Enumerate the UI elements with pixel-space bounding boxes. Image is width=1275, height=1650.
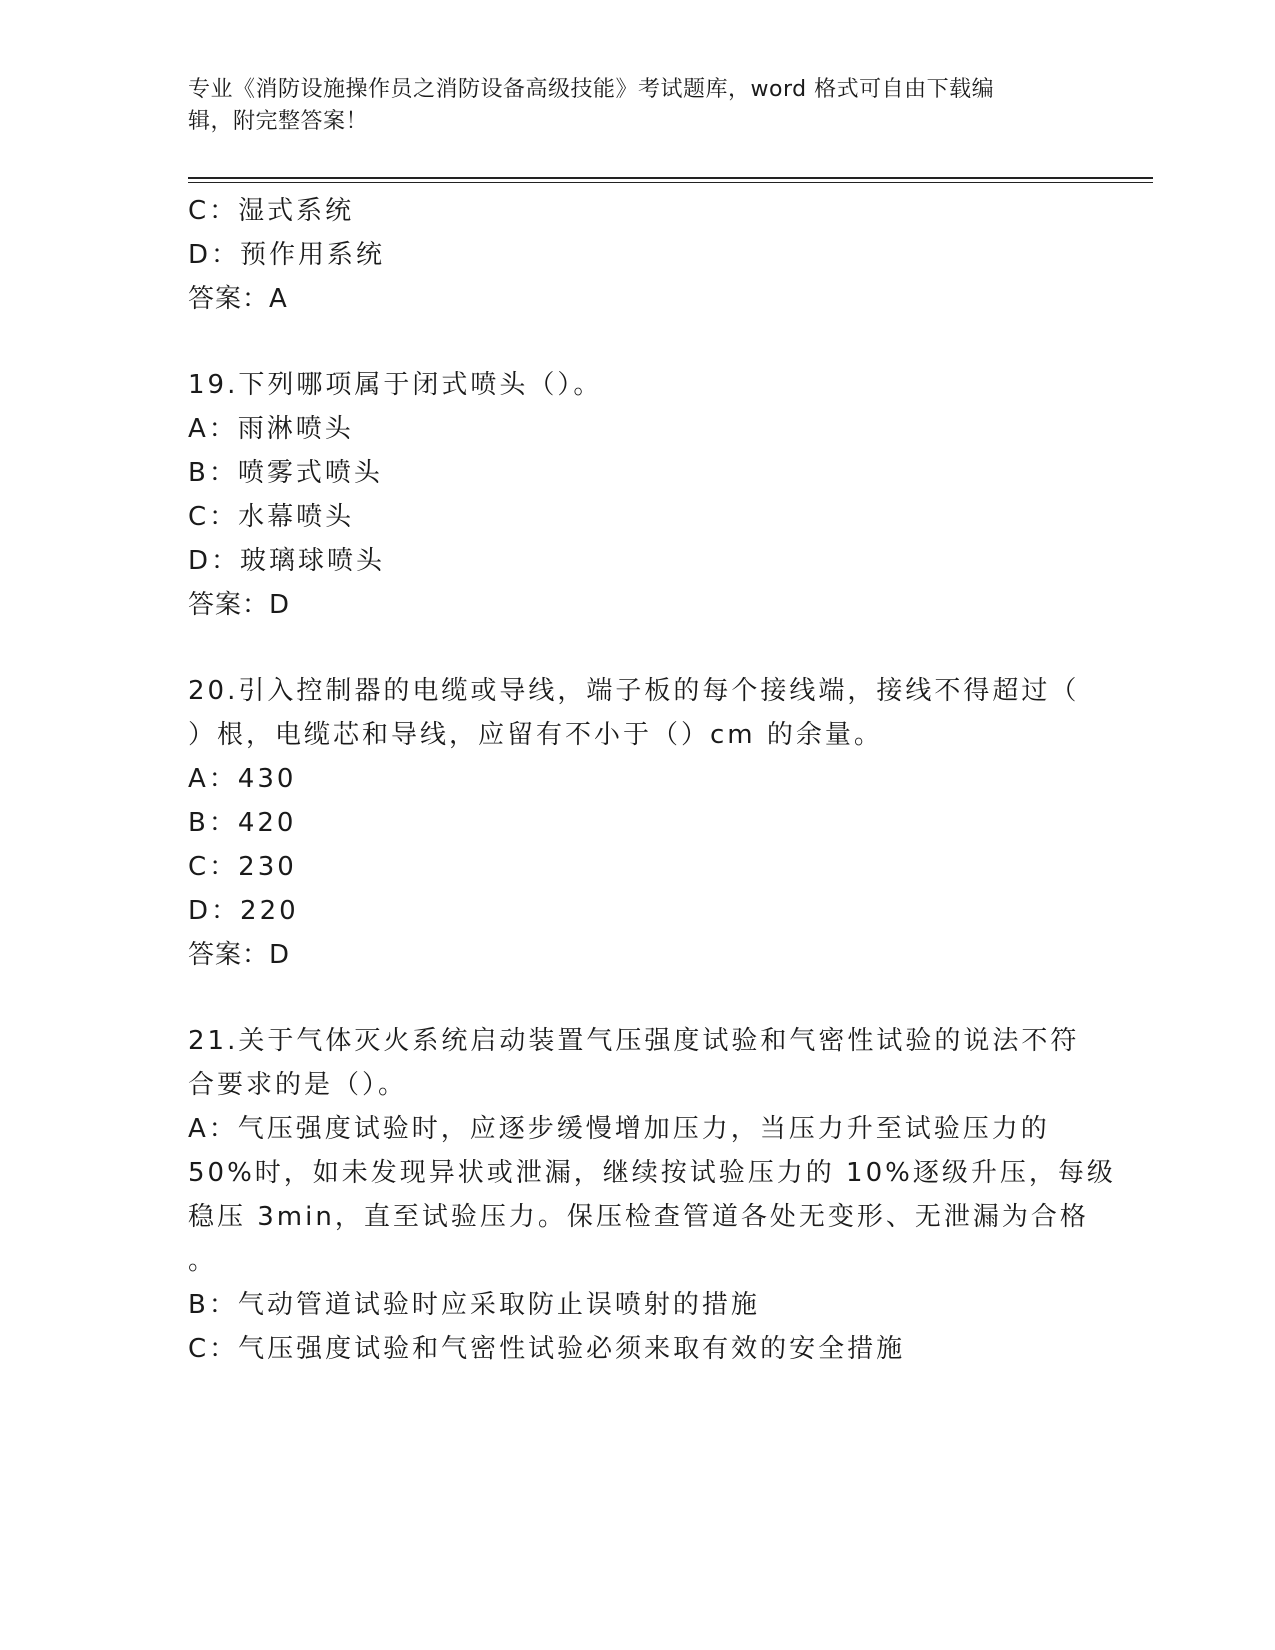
q19-option-a: A：雨淋喷头: [188, 414, 354, 444]
q20-option-d: D：220: [188, 896, 299, 926]
header-rule-thick: [188, 177, 1153, 179]
q21-option-c: C：气压强度试验和气密性试验必须来取有效的安全措施: [188, 1334, 906, 1364]
header-line-2: 辑，附完整答案！: [188, 109, 369, 134]
q19-option-d: D：玻璃球喷头: [188, 546, 386, 576]
q20-stem-line-1: 20.引入控制器的电缆或导线，端子板的每个接线端，接线不得超过（: [188, 676, 1080, 706]
q20-answer: 答案：D: [188, 940, 291, 970]
q18-option-c: C：湿式系统: [188, 196, 355, 226]
q19-option-c: C：水幕喷头: [188, 502, 355, 532]
q20-stem-line-2: ）根，电缆芯和导线，应留有不小于（）cm 的余量。: [188, 720, 883, 750]
document-header: [188, 74, 1068, 138]
q19-option-b: B：喷雾式喷头: [188, 458, 383, 488]
header-line-1: 专业《消防设施操作员之消防设备高级技能》考试题库，word 格式可自由下载编: [188, 77, 995, 102]
q18-answer: 答案：A: [188, 284, 288, 314]
q21-option-a-line-1: A：气压强度试验时，应逐步缓慢增加压力，当压力升至试验压力的: [188, 1114, 1050, 1144]
q20-option-c: C：230: [188, 852, 297, 882]
q21-option-b: B：气动管道试验时应采取防止误喷射的措施: [188, 1290, 760, 1320]
q19-answer: 答案：D: [188, 590, 291, 620]
q21-stem-line-1: 21.关于气体灭火系统启动装置气压强度试验和气密性试验的说法不符: [188, 1026, 1080, 1056]
q20-option-b: B：420: [188, 808, 297, 838]
q21-option-a-line-3: 稳压 3min，直至试验压力。保压检查管道各处无变形、无泄漏为合格: [188, 1202, 1089, 1232]
q21-option-a-line-4: 。: [188, 1246, 218, 1276]
q21-option-a-line-2: 50%时，如未发现异状或泄漏，继续按试验压力的 10%逐级升压，每级: [188, 1158, 1116, 1188]
q19-stem: 19.下列哪项属于闭式喷头（）。: [188, 370, 603, 400]
header-rule-thin: [188, 182, 1153, 183]
q18-option-d: D：预作用系统: [188, 240, 386, 270]
q20-option-a: A：430: [188, 764, 297, 794]
q21-stem-line-2: 合要求的是（）。: [188, 1070, 408, 1100]
